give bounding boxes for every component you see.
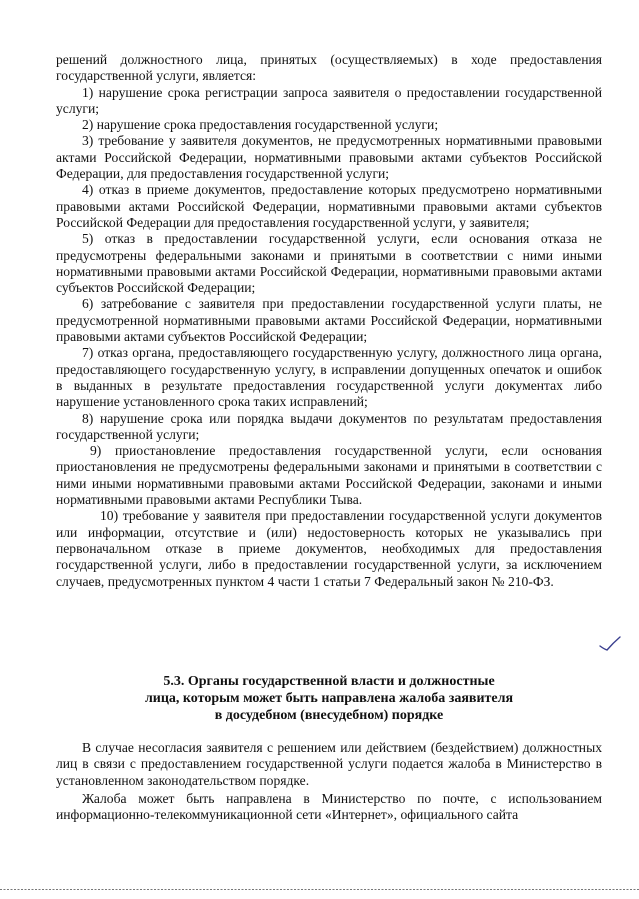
pen-check-mark-icon: [598, 635, 622, 653]
paragraph-complaint-disagreement: В случае несогласия заявителя с решением или действием (бездействием) должностных лиц в связи с предоставлением государственной услуги подается жалоба в Министерство в установленном законодательством порядке.: [56, 740, 602, 788]
paragraph-item-10: 10) требование у заявителя при предоставлении государственной услуги документов или информации, отсутствие и (или) недостоверность которых не указывались при первоначальном отказе в приеме документов, необходимых для предоставления государственной услуги, либо в предоставлении государственной услуги, за исключением случаев, предусмотренных пунктом 4 части 1 статьи 7 Федеральный закон № 210-ФЗ.: [56, 508, 602, 589]
section-heading-line-3: в досудебном (внесудебном) порядке: [214, 708, 444, 723]
section-heading: [56, 673, 602, 724]
section-heading-line-2: лица, которым может быть направлена жалоба заявителя: [144, 691, 514, 706]
paragraph-item-5: 5) отказ в предоставлении государственной услуги, если основания отказа не предусмотрены федеральными законами и принятыми в соответствии с ними иными нормативными правовыми актами Российской Федерации, нормативными правовыми актами субъектов Российской Федерации;: [56, 231, 602, 296]
paragraph-complaint-channels: Жалоба может быть направлена в Министерство по почте, с использованием информационно-телекоммуникационной сети «Интернет», официального сайта: [56, 790, 602, 823]
paragraph-item-6: 6) затребование с заявителя при предоставлении государственной услуги платы, не предусмотренной нормативными правовыми актами Российской Федерации, нормативными правовыми актами субъектов Российской Федерации;: [56, 296, 602, 345]
paragraph-item-2: 2) нарушение срока предоставления государственной услуги;: [82, 117, 439, 133]
scan-edge-line: [0, 888, 639, 891]
paragraph-continuation: решений должностного лица, принятых (осуществляемых) в ходе предоставления государственной услуги, является:: [56, 52, 602, 84]
document-body: [56, 52, 602, 590]
section-heading-line-1: 5.3. Органы государственной власти и должностные: [163, 674, 495, 689]
paragraph-item-1: 1) нарушение срока регистрации запроса заявителя о предоставлении государственной услуги;: [56, 84, 602, 116]
paragraph-item-8: 8) нарушение срока или порядка выдачи документов по результатам предоставления государственной услуги;: [56, 410, 602, 442]
paragraph-item-4: 4) отказ в приеме документов, предоставление которых предусмотрено нормативными правовыми актами Российской Федерации, нормативными правовыми актами субъектов Российской Федерации для предоставления государственной услуги, у заявителя;: [56, 182, 602, 230]
paragraph-item-9: 9) приостановление предоставления государственной услуги, если основания приостановления не предусмотрены федеральными законами и принятыми в соответствии с ними иными нормативными правовыми актами Российской Федерации, законами и иными нормативными правовыми актами Республики Тыва.: [56, 443, 602, 508]
section-body: [56, 740, 602, 823]
paragraph-item-7: 7) отказ органа, предоставляющего государственную услугу, должностного лица органа, предоставляющего государственную услугу, в исправлении допущенных опечаток и ошибок в выданных в результате предоставления государственной услуги документах либо нарушение установленного срока таких исправлений;: [56, 345, 602, 410]
paragraph-item-3: 3) требование у заявителя документов, не предусмотренных нормативными правовыми актами Российской Федерации, нормативными правовыми актами субъектов Российской Федерации, для предоставления государственной услуги;: [56, 133, 602, 182]
